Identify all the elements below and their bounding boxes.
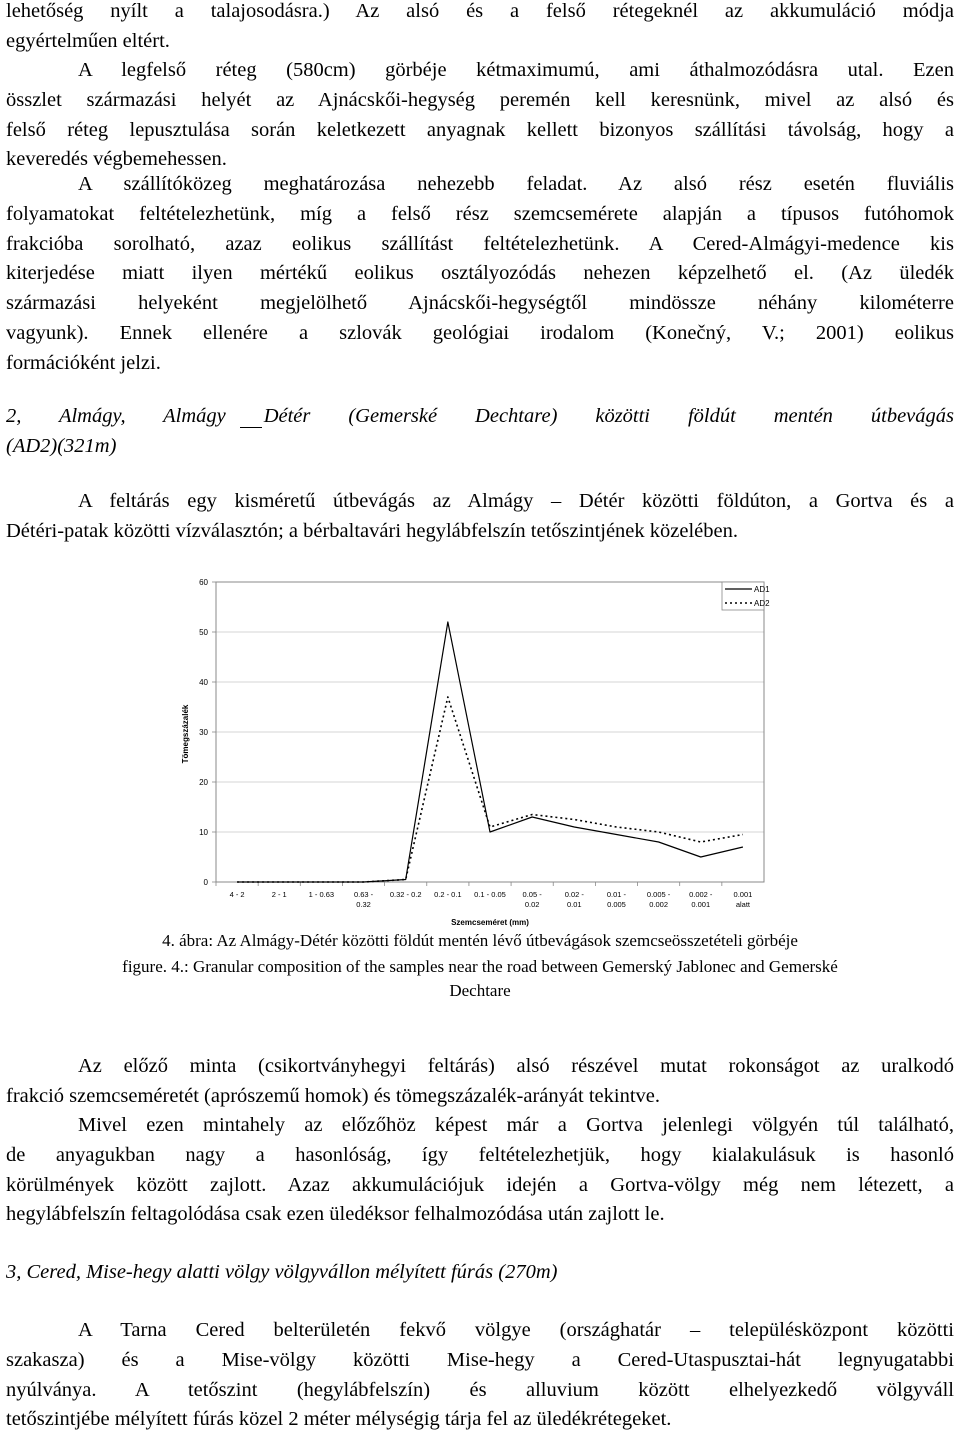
x-tick-label: 2 - 1 xyxy=(272,890,287,899)
y-tick-label: 60 xyxy=(199,578,208,587)
y-axis-label: Tömegszázalék xyxy=(181,704,190,763)
section-heading xyxy=(6,402,954,462)
figure-caption-en xyxy=(20,955,940,1003)
y-tick-label: 0 xyxy=(204,878,209,887)
x-tick-label: 0.1 - 0.05 xyxy=(474,890,506,899)
x-tick-label: 0.05 -0.02 xyxy=(523,890,543,909)
heading-line: 2, Almágy, Almágy Détér (Gemerské Dechtare) közötti földút mentén útbevágás xyxy=(6,402,954,432)
x-tick-label: 0.01 -0.005 xyxy=(607,890,627,909)
paragraph xyxy=(6,1316,954,1435)
text-line: összlet származási helyét az Ajnácskői-hegység peremén kell keresnünk, mivel az alsó és xyxy=(6,86,954,116)
text-line: A szállítóközeg meghatározása nehezebb feladat. Az alsó rész esetén fluviális xyxy=(6,170,954,200)
text-line: nyúlványa. A tetőszint (hegylábfelszín) és alluvium között elhelyezkedő völgyváll xyxy=(6,1376,954,1406)
y-tick-label: 10 xyxy=(199,828,208,837)
text-line: frakció szemcseméretét (aprószemű homok) és tömegszázalék-arányát tekintve. xyxy=(6,1082,954,1112)
text-line: körülmények között zajlott. Azaz akkumulációjuk idején a Gortva-völgy még nem létezett, a xyxy=(6,1171,954,1201)
text-line: hegylábfelszín feltagolódása csak ezen üledéksor felhalmozódása után zajlott le. xyxy=(6,1200,954,1230)
text-line: felső réteg lepusztulása során keletkezett anyagnak kellett bizonyos szállítási távolság, hogy a xyxy=(6,116,954,146)
x-tick-label: 0.32 - 0.2 xyxy=(390,890,422,899)
y-tick-label: 40 xyxy=(199,678,208,687)
paragraph-continuation xyxy=(6,0,954,57)
heading-dash xyxy=(240,427,262,428)
chart-background xyxy=(172,574,784,930)
text-line: Az előző minta (csikortványhegyi feltárás) alsó részével mutat rokonságot az uralkodó xyxy=(6,1052,954,1082)
caption-line: Dechtare xyxy=(20,979,940,1003)
text-line: Mivel ezen mintahely az előzőhöz képest már a Gortva jelenlegi völgyén túl található, xyxy=(6,1111,954,1141)
y-tick-label: 50 xyxy=(199,628,208,637)
x-tick-label: 0.001 alatt xyxy=(734,890,753,909)
legend-label-ad2: AD2 xyxy=(754,599,770,608)
paragraph xyxy=(6,170,954,379)
legend-label-ad1: AD1 xyxy=(754,585,770,594)
text-line: vagyunk). Ennek ellenére a szlovák geológiai irodalom (Konečný, V.; 2001) eolikus xyxy=(6,319,954,349)
text-line: egyértelműen eltért. xyxy=(6,27,954,57)
x-tick-label: 0.2 - 0.1 xyxy=(434,890,462,899)
paragraph xyxy=(6,487,954,547)
figure-caption-hu: 4. ábra: Az Almágy-Détér közötti földút mentén lévő útbevágások szemcseösszetételi görbéje xyxy=(40,929,920,953)
caption-line: figure. 4.: Granular composition of the samples near the road between Gemerský Jablonec and Gemerské xyxy=(20,955,940,979)
x-tick-label: 1 - 0.63 xyxy=(309,890,334,899)
text-line: keveredés végbemehessen. xyxy=(6,145,954,175)
x-tick-label: 4 - 2 xyxy=(230,890,245,899)
text-line: lehetőség nyílt a talajosodásra.) Az alsó és a felső rétegeknél az akkumuláció módja xyxy=(6,0,954,27)
heading-line: (AD2)(321m) xyxy=(6,432,954,462)
text-line: származási helyeként megjelölhető Ajnácskői-hegységtől mindössze néhány kilométerre xyxy=(6,289,954,319)
x-tick-label: 0.02 -0.01 xyxy=(565,890,585,909)
heading-line: 3, Cered, Mise-hegy alatti völgy völgyvállon mélyített fúrás (270m) xyxy=(6,1258,954,1288)
chart-legend xyxy=(722,582,770,610)
x-tick-label: 0.63 -0.32 xyxy=(354,890,374,909)
grain-size-chart xyxy=(172,574,784,930)
text-line: szakasza) és a Mise-völgy közötti Mise-hegy a Cered-Utaspusztai-hát legnyugatabbi xyxy=(6,1346,954,1376)
text-line: frakcióba sorolható, azaz eolikus szállítást feltételezhetünk. A Cered-Almágyi-medence kis xyxy=(6,230,954,260)
x-tick-label: 0.002 -0.001 xyxy=(689,890,713,909)
paragraph xyxy=(6,56,954,175)
text-line: A Tarna Cered belterületén fekvő völgye (országhatár – településközpont közötti xyxy=(6,1316,954,1346)
text-line: folyamatokat feltételezhetünk, míg a felső rész szemcsemérete alapján a típusos futóhomok xyxy=(6,200,954,230)
text-line: kiterjedése miatt ilyen mértékű eolikus osztályozódás nehezen képzelhető el. (Az üledék xyxy=(6,259,954,289)
y-tick-label: 30 xyxy=(199,728,208,737)
section-heading xyxy=(6,1258,954,1288)
text-line: de anyagukban nagy a hasonlóság, így feltételezhetjük, hogy kialakulásuk is hasonló xyxy=(6,1141,954,1171)
x-tick-label: 0.005 -0.002 xyxy=(647,890,671,909)
text-line: tetőszintjébe mélyített fúrás közel 2 méter mélységig tárja fel az üledékrétegeket. xyxy=(6,1405,954,1435)
paragraph xyxy=(6,1111,954,1230)
y-tick-label: 20 xyxy=(199,778,208,787)
text-line: Détéri-patak közötti vízválasztón; a bérbaltavári hegylábfelszín tetőszintjének közelében. xyxy=(6,517,954,547)
paragraph xyxy=(6,1052,954,1112)
text-line: A feltárás egy kisméretű útbevágás az Almágy – Détér közötti földúton, a Gortva és a xyxy=(6,487,954,517)
text-line: A legfelső réteg (580cm) görbéje kétmaximumú, ami áthalmozódásra utal. Ezen xyxy=(6,56,954,86)
text-line: formációként jelzi. xyxy=(6,349,954,379)
x-axis-label: Szemcseméret (mm) xyxy=(451,918,529,927)
